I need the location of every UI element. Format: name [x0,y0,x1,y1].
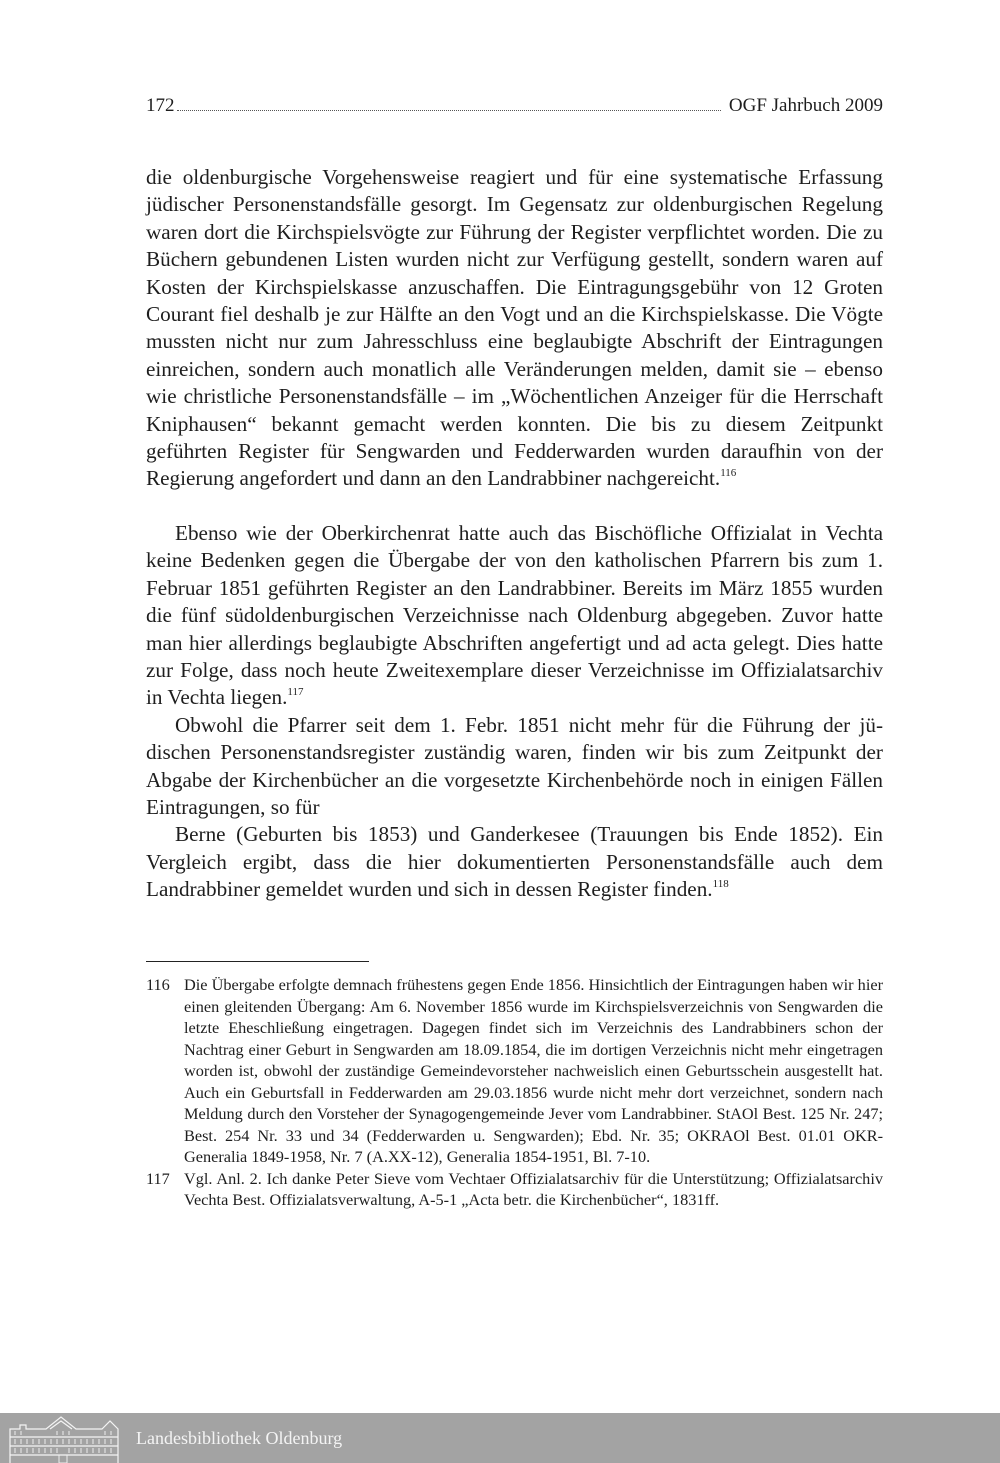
footnote-number: 117 [146,1168,170,1188]
paragraph-1: die oldenburgische Vorgehensweise reagiert und für eine systematische Erfassung jüdischer Personenstandsfälle gesorgt. Im Gegensatz zur oldenburgischen Regelung waren dort die Kirchspielsvögte zur Führung der Register verpflichtet worden. Die zu Büchern gebundenen Listen wurden nicht zur Verfügung gestellt, sondern waren auf Kosten der Kirchspielskasse anzuschaffen. Die Eintragungsgebühr von 12 Groten Courant fiel deshalb je zur Hälfte an den Vogt und an die Kirchspielskasse. Die Vögte mussten nicht nur zum Jahresschluss eine beglaubigte Abschrift der Eintragungen einreichen, sondern auch monatlich alle Veränderungen melden, damit sie – ebenso wie christliche Personenstandsfälle – im „Wöchentlichen Anzeiger für die Herrschaft Kniphausen“ bekannt gemacht werden konnten. Die bis zu diesem Zeitpunkt geführten Register für Sengwarden und Fedderwarden wurden daraufhin von der Regierung angefordert und dann an den Landrabbiner nachgereicht.$^{116}$ [146,165,883,491]
paragraph-4: Berne (Geburten bis 1853) und Ganderkesee (Trauungen bis Ende 1852). Ein Vergleich ergibt, dass die hier dokumentierten Personenstandsfälle auch dem Landrabbiner gemeldet wurden und sich in dessen Register finden.$^{118}$ [146,822,883,902]
footnote-text: Die Übergabe erfolgte demnach frühestens gegen Ende 1856. Hinsichtlich der Eintragungen haben wir hier einen gleitenden Übergang: Am 6. November 1856 wurde im Kirchspielsverzeichnis von Sengwarden die letzte Eheschließung eingetragen. Dagegen findet sich im Verzeichnis des Landrabbiners schon der Nachtrag einer Geburt in Sengwarden am 18.09.1854, die im dortigen Verzeichnis nicht mehr eingetragen worden ist, obwohl der zuständige Gemeindevorsteher nachweislich einen Geburtsschein ausgestellt hat. Auch ein Geburtsfall in Fedderwarden am 29.03.1856 wurde nicht mehr dort verzeichnet, sondern nach Meldung durch den Vorsteher der Synagogengemeinde Jever vom Landrabbiner. StAOl Best. 125 Nr. 247; Best. 254 Nr. 33 und 34 (Fedderwarden u. Sengwarden); Ebd. Nr. 35; OKRAOl Best. 01.01 OKR-Generalia 1849-1958, Nr. 7 (A.XX-12), Generalia 1854-1951, Bl. 7-10. [184,975,883,1166]
paragraph-2: Ebenso wie der Oberkirchenrat hatte auch das Bischöfliche Offizialat in Vechta keine Bedenken gegen die Übergabe der von den katholischen Pfarrern bis zum 1. Februar 1851 geführten Register an den Landrabbiner. Bereits im März 1855 wurden die fünf südoldenburgischen Verzeichnisse nach Oldenburg abgegeben. Zuvor hatte man hier allerdings beglaubigte Abschriften angefertigt und ad acta gelegt. Dies hatte zur Folge, dass noch heute Zweitexemplare dieser Verzeichnisse im Offizialatsarchiv in Vechta liegen.$^{117}$ [146,520,883,710]
footnote-separator [146,961,369,962]
page-number: 172 [146,95,175,116]
library-building-icon [6,1415,124,1463]
footnote-number: 116 [146,975,170,994]
running-header [146,92,883,122]
paragraph-3: Obwohl die Pfarrer seit dem 1. Febr. 1851 nicht mehr für die Führung der jüdischen Personenstandsregister zuständig waren, finden wir bis zum Zeitpunkt der Abgabe der Kirchenbücher an die vorgesetzte Kirchenbehörde noch in einigen Fällen Eintragungen, so für [146,712,883,819]
footnote-text: Vgl. Anl. 2. Ich danke Peter Sieve vom Vechtaer Offizialatsarchiv für die Unterstützung; Offizialatsarchiv Vechta Best. Offizialatsverwaltung, A-5-1 „Acta betr. die Kirchenbücher“, 1831ff. [184,1168,883,1209]
footnote-116 [146,974,883,1168]
running-title: OGF Jahrbuch 2009 [728,95,883,116]
footnote-117 [146,1168,883,1211]
header-dotted-rule [177,92,721,111]
footnote-ref-118[interactable]: 118 [712,878,729,891]
footnote-ref-117[interactable]: 117 [287,686,304,699]
footnotes [146,974,883,1211]
footnote-ref-116[interactable]: 116 [720,467,737,480]
library-name: Landesbibliothek Oldenburg [136,1427,343,1448]
library-footer-band [0,1413,1000,1463]
main-text [146,164,883,904]
